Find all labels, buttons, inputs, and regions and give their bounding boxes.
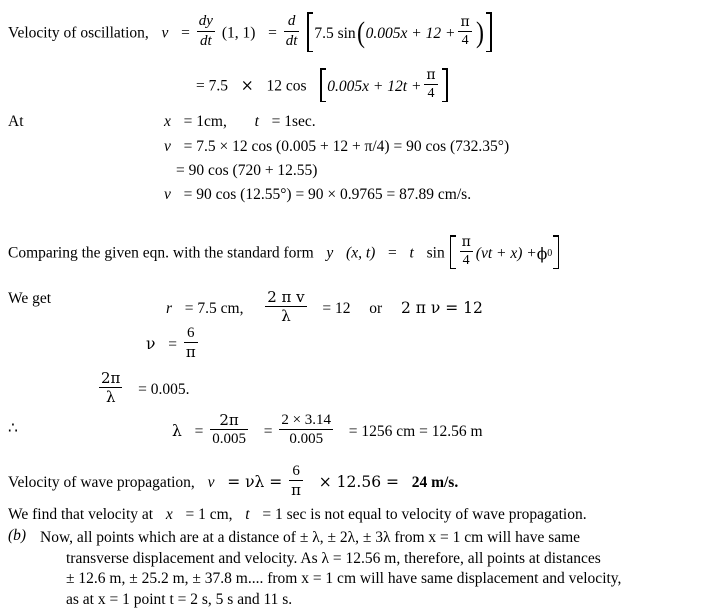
symbol-t: t (245, 506, 249, 523)
symbol-nu: ν (146, 335, 155, 353)
symbol-r: r (166, 300, 172, 317)
therefore-symbol (8, 420, 18, 437)
velocity-of-oscillation-label: Velocity of oscillation, (8, 25, 149, 42)
two-pi-nu-equation: 2 π ν = 12 (401, 299, 483, 317)
fraction-numerator: d (286, 13, 298, 30)
right-paren-tall: ) (476, 22, 484, 43)
fraction-numerator: dy (197, 13, 215, 30)
part-b-body (40, 528, 702, 610)
at-label (8, 114, 24, 130)
fraction-denominator: λ (279, 308, 293, 325)
equation-line-v-reduced (176, 163, 317, 179)
fraction-numerator: π (458, 15, 471, 31)
symbol-v: v (162, 25, 169, 42)
equals-sign-1: = (195, 423, 204, 440)
fraction-denominator: 0.005 (287, 431, 325, 448)
equation-line-velocity-of-oscillation (8, 14, 493, 54)
equation-line-wavenumber (96, 372, 190, 409)
symbol-y: y (326, 245, 333, 262)
we-get-label (8, 291, 51, 307)
v-final-expression: = 90 cos (12.55°) = 90 × 0.9765 = 87.89 cm/s. (184, 186, 471, 203)
multiplication-sign: × (241, 77, 254, 95)
fraction-d-dt (284, 13, 300, 50)
equals-sign-1: = (181, 25, 190, 42)
fraction-2pi-v-over-lambda (265, 289, 306, 326)
equation-line-derivative-result (196, 70, 449, 104)
left-square-bracket (320, 68, 326, 102)
right-square-bracket (486, 12, 492, 52)
symbol-x: x (166, 506, 173, 523)
symbol-v: v (164, 186, 171, 203)
v-reduced-expression: = 90 cos (720 + 12.55) (176, 162, 317, 179)
cosine-argument: 0.005x + 12t + (327, 79, 421, 95)
fraction-denominator: π (289, 482, 303, 499)
fraction-numerator: 2 × 3.14 (279, 412, 333, 429)
fraction-pi-over-4 (460, 235, 473, 269)
symbol-x: x (164, 113, 171, 130)
fraction-bar (458, 31, 471, 32)
wave-velocity-result: 24 m/s. (412, 474, 459, 491)
equals-twelve: = 12 (322, 300, 350, 317)
equation-line-v-final (164, 187, 471, 203)
sine-term-prefix: 7.5 sin (314, 26, 355, 42)
part-b-line-2: transverse displacement and velocity. As λ = 12.56 m, therefore, all points at distances (66, 549, 702, 570)
fraction-2pi-over-lambda (99, 370, 122, 407)
fraction-numerator: 6 (290, 463, 302, 480)
comparing-standard-form-line (8, 237, 560, 271)
v-substituted-expression: = 7.5 × 12 cos (0.005 + 12 + π/4) = 90 cos (732.35°) (184, 138, 510, 155)
inner-expression: (vt + x) + (476, 246, 537, 262)
x-value: = 1cm, (184, 113, 227, 130)
fraction-pi-over-4 (458, 15, 471, 49)
conclusion-line (8, 507, 587, 523)
fraction-2pi-over-0005 (210, 412, 248, 449)
or-text: or (369, 300, 382, 317)
fraction-denominator: dt (284, 33, 300, 50)
fraction-bar (279, 429, 333, 430)
fraction-numerator: π (424, 68, 437, 84)
velocity-of-wave-propagation-label: Velocity of wave propagation, (8, 474, 195, 491)
part-b-label: (b) (8, 527, 26, 544)
fraction-denominator: 4 (460, 33, 471, 49)
fraction-bar (424, 84, 437, 85)
part-b-line-3: ± 12.6 m, ± 25.2 m, ± 37.8 m.... from x = 1 cm will have same displacement and velocity, (66, 569, 702, 590)
equation-line-v-substituted (164, 139, 509, 155)
sine-argument: 0.005x + 12 + (366, 26, 456, 42)
fraction-dy-dt (197, 13, 215, 50)
symbol-lambda: λ (172, 422, 182, 440)
equation-line-nu (146, 327, 201, 364)
left-square-bracket (450, 235, 456, 269)
arguments-1-1: (1, 1) (222, 25, 256, 42)
symbol-phi: ϕ (537, 246, 548, 262)
fraction-denominator: 0.005 (210, 431, 248, 448)
equation-line-r-and-omega (166, 291, 483, 328)
nu-lambda-equals: = νλ = (227, 473, 282, 491)
r-value: = 7.5 cm, (185, 300, 244, 317)
fraction-pi-over-4 (424, 68, 437, 102)
symbol-v: v (164, 138, 171, 155)
x-value: = 1 cm, (185, 506, 232, 523)
comparing-text: Comparing the given eqn. with the standard form (8, 245, 314, 262)
we-get-text: We get (8, 290, 51, 307)
equals-and-coefficient: = 7.5 (196, 78, 228, 95)
right-square-bracket (553, 235, 559, 269)
part-b-line-4: as at x = 1 point t = 2 s, 5 s and 11 s. (66, 590, 702, 610)
t-value: = 1sec. (272, 113, 316, 130)
fraction-bar (210, 429, 248, 430)
sine-label: sin (427, 245, 445, 262)
fraction-numerator: 2π (99, 370, 122, 387)
fraction-6-over-pi (184, 325, 198, 362)
therefore-glyph: ∴ (8, 419, 18, 437)
fraction-denominator: 4 (426, 86, 437, 102)
condition-line-x-t (164, 114, 316, 130)
bracketed-expression-standard-form (449, 237, 561, 271)
left-paren-tall: ( (357, 22, 365, 43)
phi-subscript: 0 (547, 249, 552, 260)
right-square-bracket (442, 68, 448, 102)
fraction-6-over-pi (289, 463, 303, 500)
left-square-bracket (307, 12, 313, 52)
wavenumber-value: = 0.005. (138, 381, 189, 398)
part-b-line-1: Now, all points which are at a distance of ± λ, ± 2λ, ± 3λ from x = 1 cm will have same (40, 528, 702, 549)
fraction-bar (197, 31, 215, 32)
fraction-denominator: 4 (461, 253, 472, 269)
lambda-result: = 1256 cm = 12.56 m (349, 423, 483, 440)
multiply-by-wavelength: × 12.56 = (319, 473, 399, 491)
cosine-term-prefix: 12 cos (267, 78, 307, 95)
fraction-denominator: dt (198, 33, 214, 50)
at-text: At (8, 113, 24, 130)
symbol-t: t (255, 113, 259, 130)
fraction-bar (460, 251, 473, 252)
fraction-denominator: π (184, 344, 198, 361)
fraction-numerator: π (460, 235, 473, 251)
fraction-numerator: 2 π v (265, 289, 306, 306)
equals-sign: = (388, 245, 397, 262)
conclusion-suffix: = 1 sec is not equal to velocity of wave propagation. (262, 506, 586, 523)
fraction-denominator: λ (104, 389, 118, 406)
equals-sign: = (168, 336, 177, 353)
fraction-2x314-over-0005 (279, 412, 333, 449)
fraction-numerator: 2π (217, 412, 240, 429)
fraction-numerator: 6 (185, 325, 197, 342)
part-b-marker (8, 528, 26, 544)
fraction-bar (284, 31, 300, 32)
conclusion-prefix: We find that velocity at (8, 506, 153, 523)
equals-sign-2: = (268, 25, 277, 42)
symbol-v: v (208, 474, 215, 491)
bracketed-expression-2 (319, 70, 448, 104)
y-arguments: (x, t) (346, 245, 375, 262)
symbol-t: t (410, 245, 414, 262)
equation-line-lambda-computation (172, 414, 483, 451)
equation-line-wave-propagation-velocity (8, 465, 458, 502)
bracketed-expression-1 (306, 14, 492, 54)
equals-sign-2: = (264, 423, 273, 440)
